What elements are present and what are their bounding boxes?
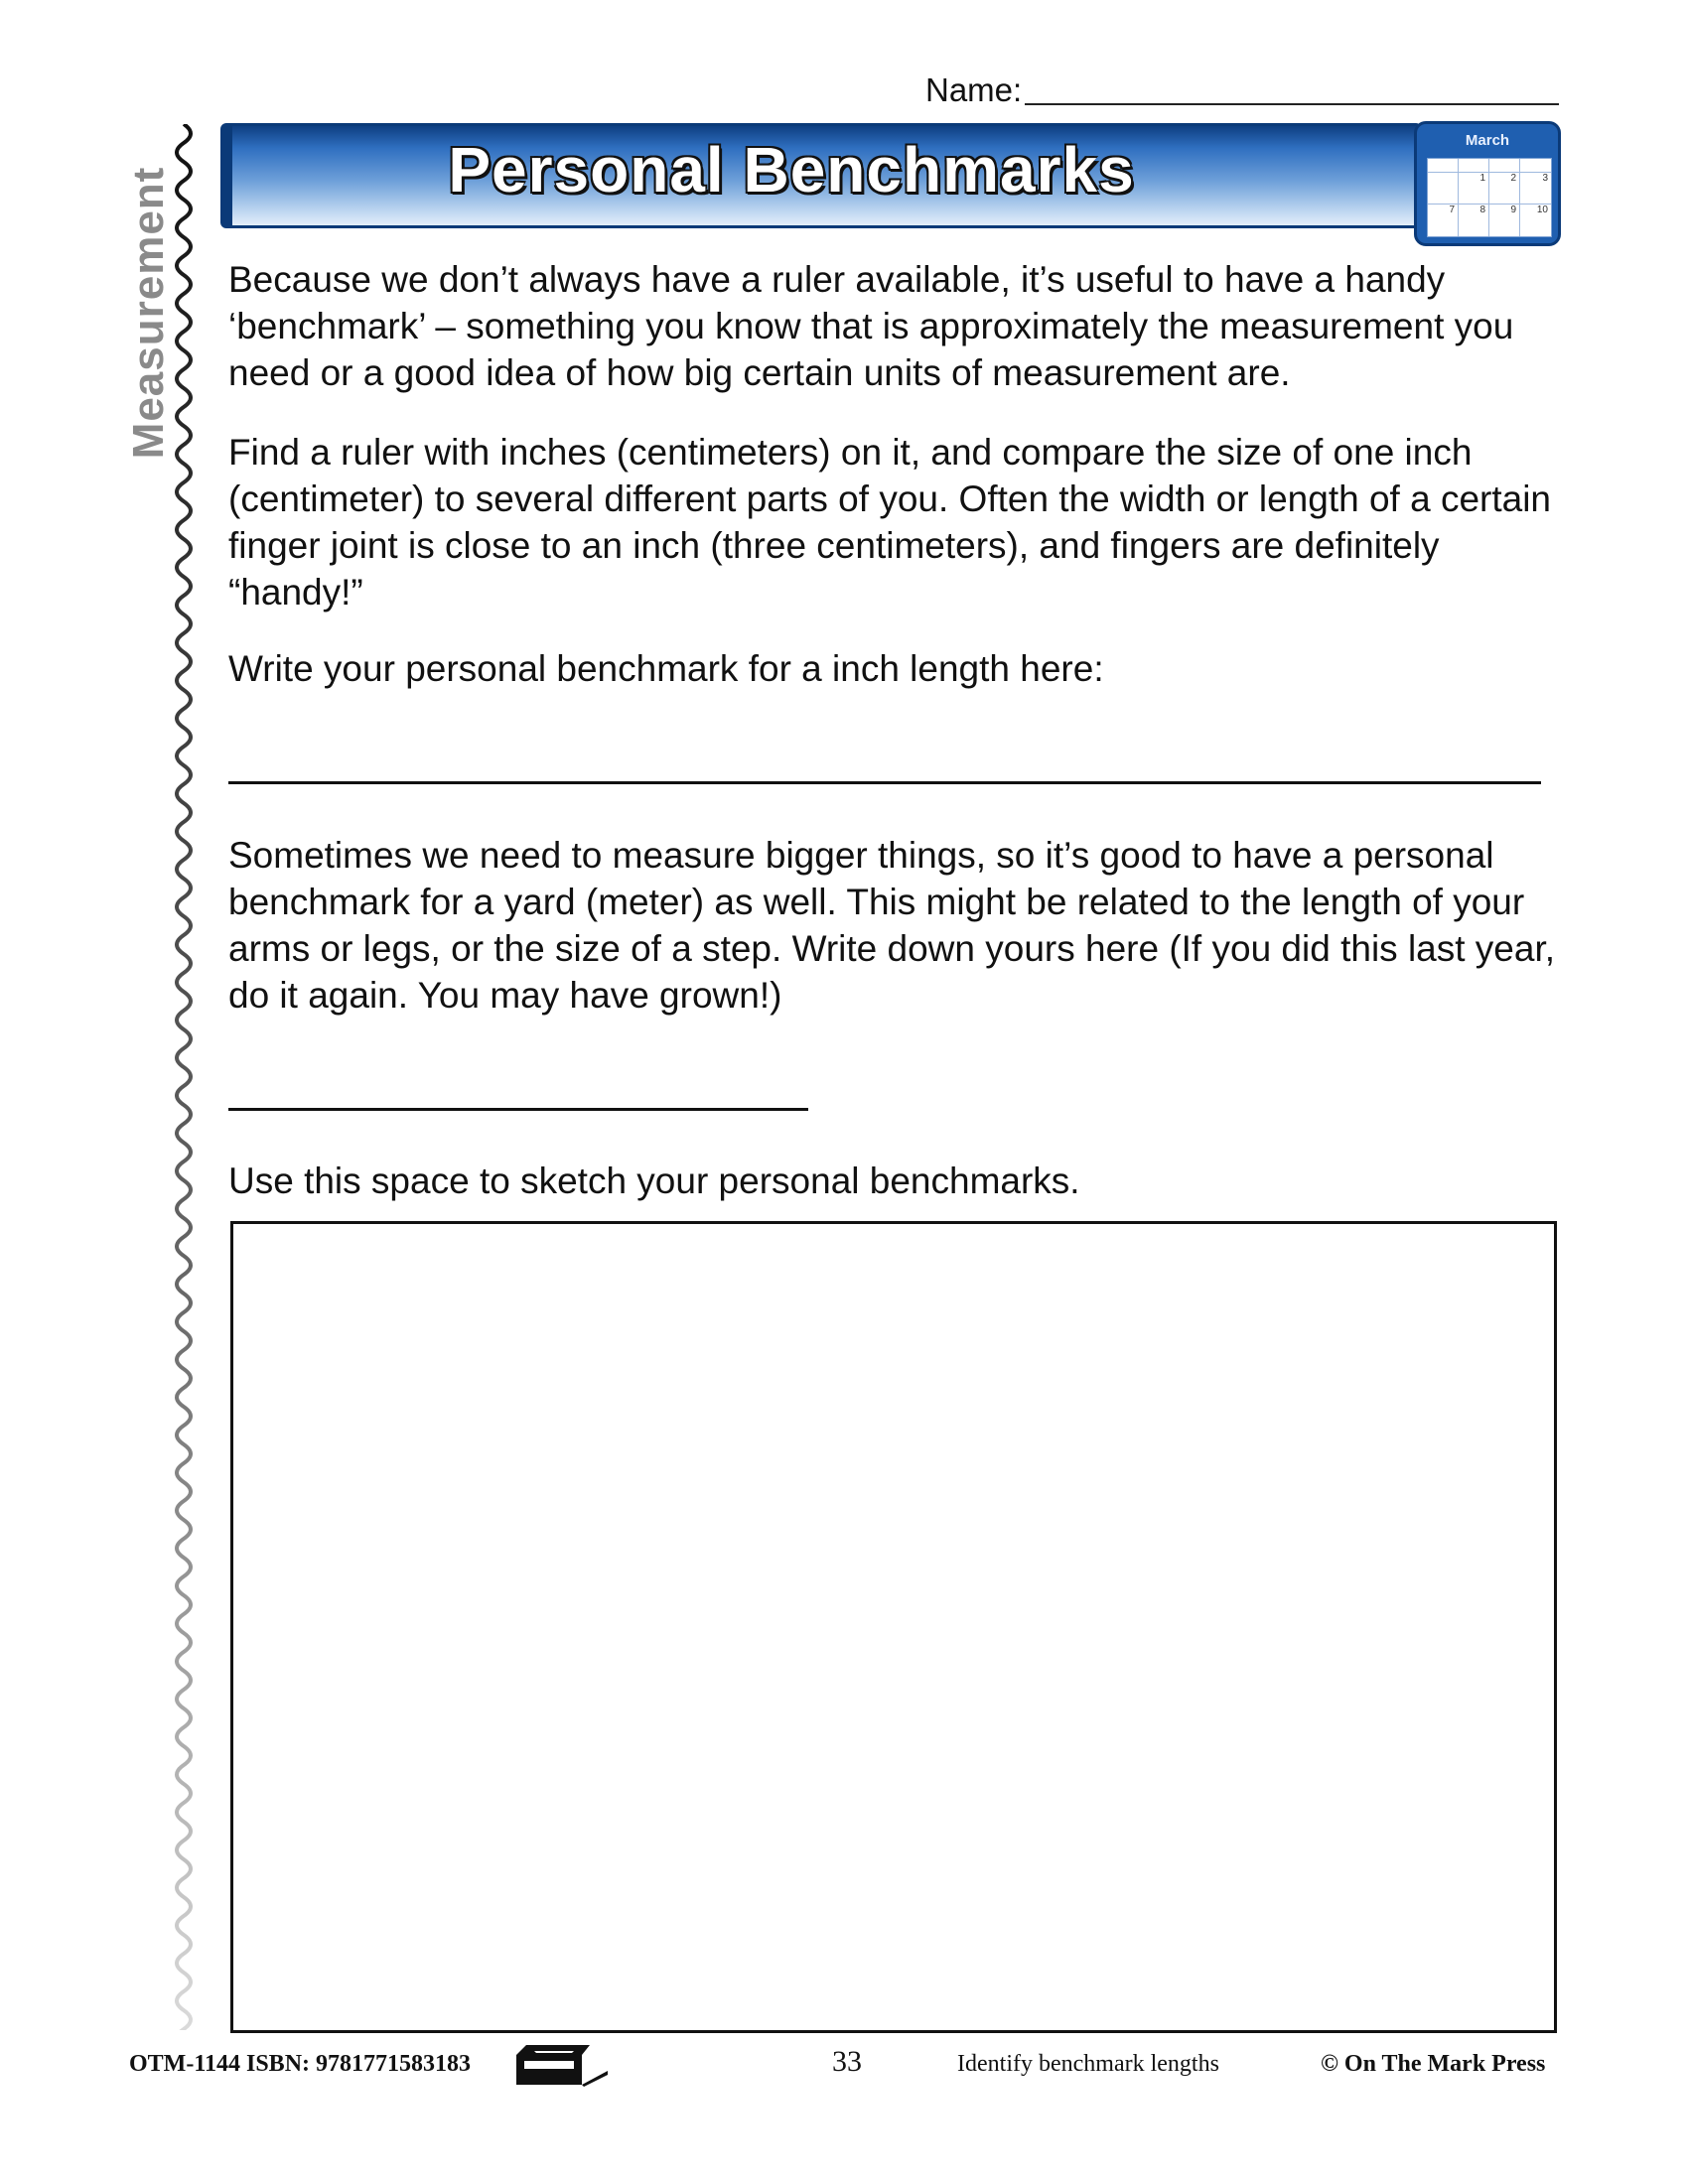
calendar-icon bbox=[1414, 121, 1561, 246]
calendar-month: March bbox=[1465, 132, 1510, 149]
calendar-day: 10 bbox=[1536, 205, 1548, 215]
calendar-day: 9 bbox=[1489, 205, 1520, 236]
calendar-day: 2 bbox=[1489, 173, 1520, 205]
side-tab-label: Measurement bbox=[124, 166, 173, 460]
footer-topic: Identify benchmark lengths bbox=[957, 2051, 1219, 2077]
footer-copyright: © On The Mark Press bbox=[1321, 2051, 1546, 2077]
inch-benchmark-answer-line[interactable] bbox=[228, 781, 1541, 784]
page-title: Personal Benchmarks bbox=[448, 134, 1135, 205]
calendar-day: 8 bbox=[1459, 205, 1489, 236]
copier-icon bbox=[514, 2041, 610, 2089]
yard-benchmark-answer-line[interactable] bbox=[228, 1108, 808, 1111]
intro-paragraph: Because we don’t always have a ruler available, it’s useful to have a handy ‘benchmark’ – something you know that is approximately the measurement you need or a good idea of how big certain units of measurement are. bbox=[228, 259, 1514, 393]
calendar-day: 7 bbox=[1428, 205, 1459, 236]
yard-benchmark-prompt: Sometimes we need to measure bigger things, so it’s good to have a personal benchmark for a yard (meter) as well. This might be related to the length of your arms or legs, or the size of a step. Write down yours here (If you did this last year, do it again. You may have grown!) bbox=[228, 835, 1556, 1016]
page-number: 33 bbox=[832, 2045, 862, 2078]
calendar-day: 1 bbox=[1459, 173, 1489, 205]
instructions-paragraph: Find a ruler with inches (centimeters) on it, and compare the size of one inch (centimeter) to several different parts of you. Often the width or length of a certain finger joint is close to an inch (three centimeters), and fingers are definitely “handy!” bbox=[228, 432, 1551, 613]
inch-benchmark-prompt: Write your personal benchmark for a inch length here: bbox=[228, 648, 1104, 689]
name-input-line[interactable] bbox=[1025, 103, 1559, 105]
squiggle-border bbox=[169, 124, 199, 2030]
name-label: Name: bbox=[925, 71, 1023, 108]
footer-isbn: OTM-1144 ISBN: 9781771583183 bbox=[129, 2051, 472, 2077]
calendar-day: 3 bbox=[1520, 173, 1551, 205]
sketch-area[interactable] bbox=[230, 1221, 1557, 2033]
calendar-grid bbox=[1427, 158, 1552, 237]
sketch-prompt: Use this space to sketch your personal benchmarks. bbox=[228, 1160, 1080, 1201]
